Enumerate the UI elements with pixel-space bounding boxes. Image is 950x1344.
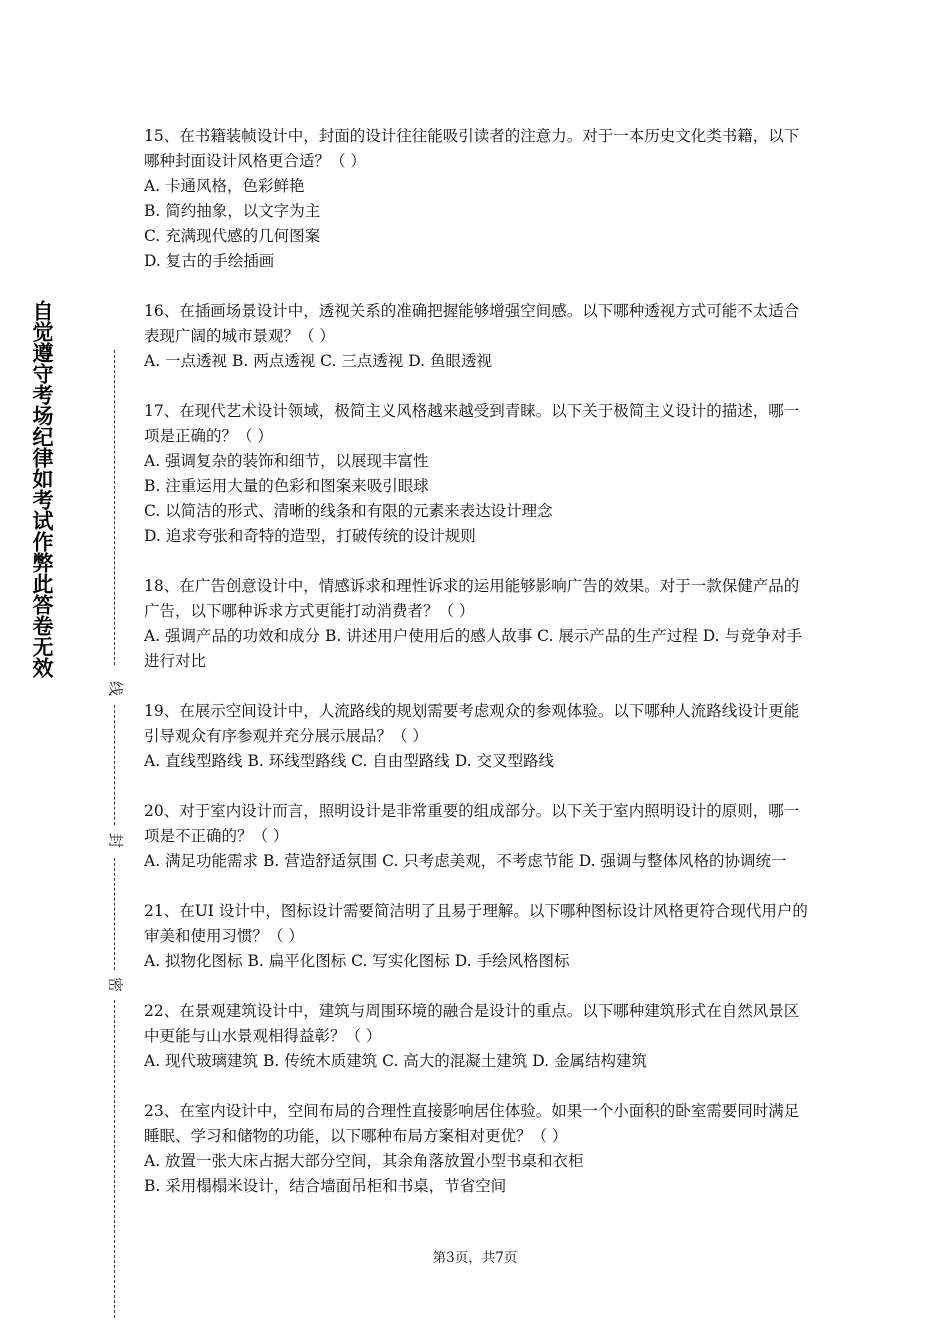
binding-label-line: 线 (106, 680, 125, 696)
question-17 (144, 399, 812, 549)
dashed-segment (114, 350, 115, 665)
option-d: D. 追求夸张和奇特的造型，打破传统的设计规则 (144, 527, 476, 545)
option-line: A. 满足功能需求 B. 营造舒适氛围 C. 只考虑美观，不考虑节能 D. 强调与整体风格的协调统一 (144, 852, 787, 870)
question-22 (144, 999, 812, 1074)
option-line: A. 强调产品的功效和成分 B. 讲述用户使用后的感人故事 C. 展示产品的生产过程 D. 与竞争对手进行对比 (144, 627, 802, 670)
question-20 (144, 799, 812, 874)
dashed-segment (114, 705, 115, 825)
option-c: C. 充满现代感的几何图案 (144, 227, 321, 245)
dashed-segment (114, 1000, 115, 1318)
option-d: D. 复古的手绘插画 (144, 252, 275, 270)
question-16 (144, 299, 812, 374)
binding-line (106, 350, 126, 1320)
question-15 (144, 124, 812, 274)
option-b: B. 注重运用大量的色彩和图案来吸引眼球 (144, 477, 429, 495)
question-23 (144, 1099, 812, 1199)
question-19 (144, 699, 812, 774)
question-stem: 16、在插画场景设计中，透视关系的准确把握能够增强空间感。以下哪种透视方式可能不太适合表现广阔的城市景观？（ ） (144, 302, 800, 345)
question-stem: 23、在室内设计中，空间布局的合理性直接影响居住体验。如果一个小面积的卧室需要同时满足睡眠、学习和储物的功能，以下哪种布局方案相对更优？（ ） (144, 1102, 800, 1145)
option-c: C. 以简洁的形式、清晰的线条和有限的元素来表达设计理念 (144, 502, 553, 520)
option-b: B. 简约抽象，以文字为主 (144, 202, 321, 220)
binding-label-secret: 密 (106, 976, 125, 992)
option-a: A. 强调复杂的装饰和细节，以展现丰富性 (144, 452, 429, 470)
question-stem: 18、在广告创意设计中，情感诉求和理性诉求的运用能够影响广告的效果。对于一款保健产品的广告，以下哪种诉求方式更能打动消费者？（ ） (144, 577, 800, 620)
question-list (144, 124, 812, 1224)
question-stem: 17、在现代艺术设计领域，极简主义风格越来越受到青睐。以下关于极简主义设计的描述，哪一项是正确的？（ ） (144, 402, 800, 445)
option-line: A. 现代玻璃建筑 B. 传统木质建筑 C. 高大的混凝土建筑 D. 金属结构建筑 (144, 1052, 647, 1070)
question-stem: 21、在UI 设计中，图标设计需要简洁明了且易于理解。以下哪种图标设计风格更符合现代用户的审美和使用习惯？（ ） (144, 902, 808, 945)
dashed-segment (114, 858, 115, 970)
option-line: A. 拟物化图标 B. 扁平化图标 C. 写实化图标 D. 手绘风格图标 (144, 952, 570, 970)
question-stem: 19、在展示空间设计中，人流路线的规划需要考虑观众的参观体验。以下哪种人流路线设计更能引导观众有序参观并充分展示展品？（ ） (144, 702, 800, 745)
exam-warning-text: 自觉遵守考场纪律如考试作弊此答卷无效 (30, 300, 54, 678)
question-21 (144, 899, 812, 974)
option-b: B. 采用榻榻米设计，结合墙面吊柜和书桌，节省空间 (144, 1177, 507, 1195)
option-line: A. 直线型路线 B. 环线型路线 C. 自由型路线 D. 交叉型路线 (144, 752, 554, 770)
question-stem: 15、在书籍装帧设计中，封面的设计往往能吸引读者的注意力。对于一本历史文化类书籍，以下哪种封面设计风格更合适？（ ） (144, 127, 800, 170)
option-a: A. 放置一张大床占据大部分空间，其余角落放置小型书桌和衣柜 (144, 1152, 584, 1170)
question-18 (144, 574, 812, 674)
page-number: 第3页，共7页 (432, 1250, 518, 1266)
option-line: A. 一点透视 B. 两点透视 C. 三点透视 D. 鱼眼透视 (144, 352, 492, 370)
option-a: A. 卡通风格，色彩鲜艳 (144, 177, 305, 195)
question-stem: 20、对于室内设计而言，照明设计是非常重要的组成部分。以下关于室内照明设计的原则，哪一项是不正确的？（ ） (144, 802, 800, 845)
binding-label-seal: 封 (106, 832, 125, 848)
question-stem: 22、在景观建筑设计中，建筑与周围环境的融合是设计的重点。以下哪种建筑形式在自然风景区中更能与山水景观相得益彰？（ ） (144, 1002, 800, 1045)
